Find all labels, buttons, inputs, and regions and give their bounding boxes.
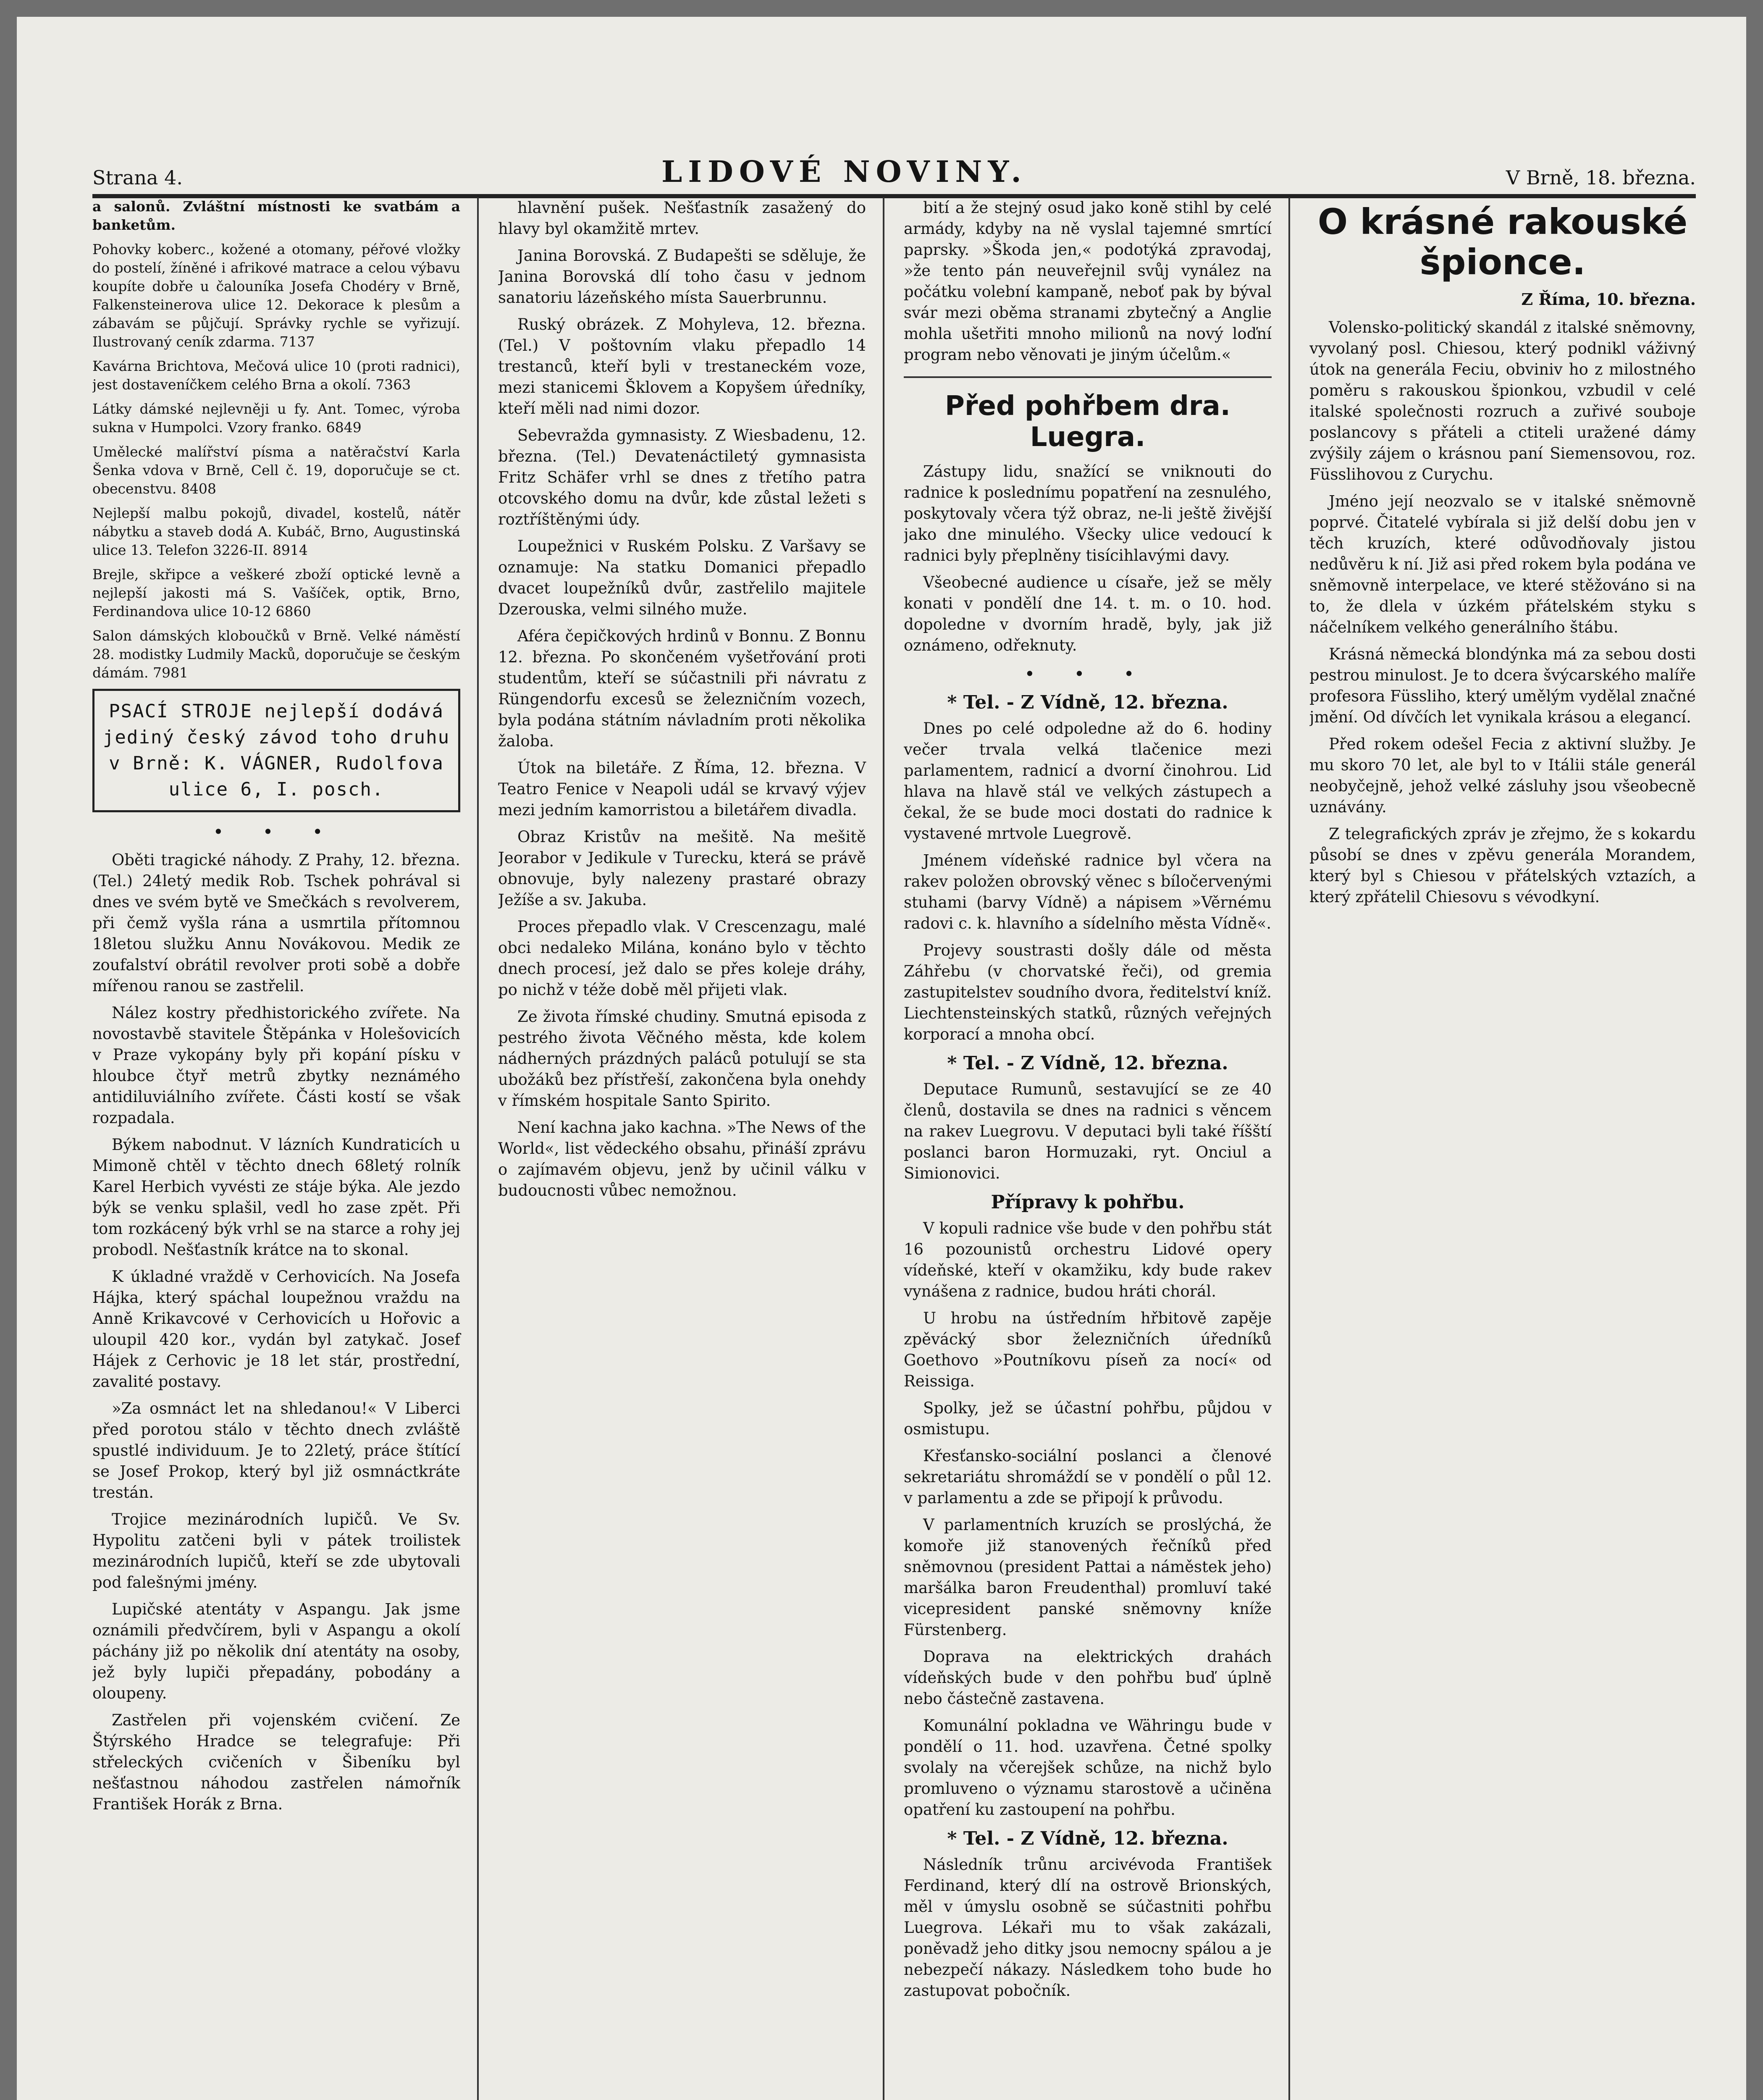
- dateline: * Tel. - Z Vídně, 12. března.: [947, 692, 1228, 713]
- column-2: [498, 197, 884, 2100]
- paragraph: Zástupy lidu, snažící se vniknouti do radnice k poslednímu popatření na zesnulého, poskytovaly včera týž obraz, ne-li ještě živější jako dne minulého. Všecky ulice vedoucí k radnici byly přeplněny tisícihlavými davy.: [904, 462, 1272, 564]
- article: Není kachna jako kachna. »The News of the World«, list vědeckého obsahu, přináší zprávu o zajímavém objevu, jenž by učinil válku v budoucnosti vůbec nemožnou.: [498, 1118, 866, 1200]
- dateline: * Tel. - Z Vídně, 12. března.: [947, 1053, 1228, 1074]
- ad-item: Salon dámských kloboučků v Brně. Velké náměstí 28. modistky Ludmily Macků, doporučuje se českým dámám. 7981: [92, 627, 460, 681]
- newspaper-page: [17, 17, 1746, 2100]
- ad-item: Umělecké malířství písma a natěračství Karla Šenka vdova v Brně, Cell č. 19, doporučuje se ct. obecenstvu. 8408: [92, 444, 460, 497]
- article: Obraz Kristův na mešitě. Na mešitě Jeorabor v Jedikule v Turecku, která se právě obnovuje, byly nalezeny prastaré obrazy Ježíše a sv. Jakuba.: [498, 828, 866, 909]
- article: Zastřelen při vojenském cvičení. Ze Štýrského Hradce se telegrafuje: Při střeleckých cvičeních v Šibeníku byl nešťastnou náhodou zastřelen námořník František Horák z Brna.: [92, 1711, 460, 1813]
- article: Útok na biletáře. Z Říma, 12. března. V Teatro Fenice v Neapoli udál se krvavý výjev mezi jedním kamorristou a biletářem divadla.: [498, 759, 866, 819]
- paragraph: Deputace Rumunů, sestavující se ze 40 členů, dostavila se dnes na radnici s věncem na rakev Luegrovu. V deputaci byli také říšští poslanci baron Hormuzaki, ryt. Onciul a Simionovici.: [904, 1080, 1272, 1182]
- article: Sebevražda gymnasisty. Z Wiesbadenu, 12. března. (Tel.) Devatenáctiletý gymnasista Fritz Schäfer vrhl se dnes z třetího patra otcovského domu na dvůr, kde zůstal ležeti s roztříštěnými údy.: [498, 426, 866, 528]
- column-3: [904, 197, 1290, 2100]
- article: bití a že stejný osud jako koně stihl by celé armády, kdyby na ně vyslal tajemné smrtící paprsky. »Škoda jen,« podotýká zpravodaj, »že tento pán neuveřejnil svůj vynález na počátku volební kampaně, neboť pak by býval svár mezi oběma stranami zbytečný a Anglie mohla ušetřiti mnoho milionů na nový loďní program nebo věnovati je jiným účelům.«: [904, 199, 1272, 364]
- article: Trojice mezinárodních lupičů. Ve Sv. Hypolitu zatčeni byli v pátek troilistek mezinárodních lupičů, kteří se zde ubytovali pod falešnými jmény.: [92, 1510, 460, 1591]
- separator-stars: • • •: [213, 822, 340, 842]
- paragraph: Před rokem odešel Fecia z aktivní služby. Je mu skoro 70 let, ale byl to v Itálii stále generál neobyčejně, jehož velké zásluhy jsou všeobecně uznávány.: [1309, 735, 1696, 816]
- paragraph: Jméno její neozvalo se v italské sněmovně poprvé. Čitatelé vybírala si již delší dobu jen v těch kruzích, které odůvodňovaly jistou nedůvěru k ní. Již asi před rokem byla podána ve sněmovně interpelace, ve které stěžováno si na to, že dlela v úzkém přátelském styku s náčelníkem velkého generálního štábu.: [1309, 492, 1696, 636]
- paragraph: Komunální pokladna ve Währingu bude v pondělí o 11. hod. uzavřena. Četné spolky svolaly na včerejšek schůze, na nichž bylo promluveno o významu starostově a učiněna opatření ku zastoupení na pohřbu.: [904, 1717, 1272, 1819]
- subheading: Přípravy k pohřbu.: [991, 1192, 1185, 1213]
- column-4: [1309, 197, 1696, 2100]
- article: Aféra čepičkových hrdinů v Bonnu. Z Bonnu 12. března. Po skončeném vyšetřování proti studentům, kteří se súčastnili při návratu z Rüngendorfu excesů se železničním vozech, byla podána státním návladním proti několika žaloba.: [498, 627, 866, 750]
- article: Janina Borovská. Z Budapešti se sděluje, že Janina Borovská dlí toho času v jednom sanatoriu lázeňského místa Sauerbrunnu.: [498, 247, 866, 307]
- paragraph: Všeobecné audience u císaře, jež se měly konati v pondělí dne 14. t. m. o 10. hod. dopoledne v dvorním hradě, byly, jak již oznámeno, odřeknuty.: [904, 573, 1272, 654]
- article: Ze života římské chudiny. Smutná episoda z pestrého života Věčného města, kde kolem nádherných prázdných paláců potulují se sta ubožáků bez přístřeší, zakončena byla onehdy v římském hospitale Santo Spirito.: [498, 1008, 866, 1110]
- divider: [904, 376, 1272, 378]
- ad-item: Látky dámské nejlevněji u fy. Ant. Tomec, výroba sukna v Humpolci. Vzory franko. 6849: [92, 401, 460, 436]
- paragraph: Spolky, jež se účastní pohřbu, půjdou v osmistupu.: [904, 1399, 1272, 1438]
- paragraph: Následník trůnu arcivévoda František Ferdinand, který dlí na ostrově Brionských, měl v úmyslu osobně se súčastniti pohřbu Luegrova. Lékaři mu to však zakázali, poněvadž jeho ditky jsou nemocny spálou a je nebezpečí nákazy. Následkem toho bude ho zastupovat pobočník.: [904, 1856, 1272, 2000]
- paragraph: Jménem vídeňské radnice byl včera na rakev položen obrovský věnec s bíločervenými stuhami (barvy Vídně) a nápisem »Věrnému radovi c. k. hlavního a sídelního města Vídně«.: [904, 851, 1272, 932]
- paragraph: Krásná německá blondýnka má za sebou dosti pestrou minulost. Je to dcera švýcarského malíře profesora Füssliho, který umělým vydělal značné jmění. Od dívčích let vynikala krásou a elegancí.: [1309, 645, 1696, 726]
- paragraph: U hrobu na ústředním hřbitově zapěje zpěvácký sbor železničních úředníků Goethovo »Poutníkovu píseň za nocí« od Reissiga.: [904, 1309, 1272, 1390]
- article: Loupežnici v Ruském Polsku. Z Varšavy se oznamuje: Na statku Domanici přepadlo dvacet loupežníků dvůr, zastřelilo majitele Dzerouska, velmi silného muže.: [498, 537, 866, 618]
- article: Býkem nabodnut. V lázních Kundraticích u Mimoně chtěl v těchto dnech 68letý rolník Karel Herbich vyvésti ze stáje býka. Ale jezdo býk se venku splašil, vedl ho zase zpět. Při tom rozkácený býk vrhl se na starce a rohy jej probodl. Nešťastník krátce na to skonal.: [92, 1136, 460, 1259]
- masthead: [92, 143, 1696, 198]
- paragraph: Křesťansko-sociální poslanci a členové sekretariátu shromáždí se v pondělí o půl 12. v parlamentu a zde se připojí k průvodu.: [904, 1447, 1272, 1507]
- ad-item: Brejle, skřipce a veškeré zboží optické levně a nejlepší jakosti má S. Vašíček, optik, Brno, Ferdinandova ulice 10-12 6860: [92, 566, 460, 620]
- paragraph: Projevy soustrasti došly dále od města Záhřebu (v chorvatské řeči), od gremia zastupitelstev soudního dvora, ředitelství kníž. Liechtensteinských statků, různých veřejných korporací a mnoha obcí.: [904, 941, 1272, 1043]
- article: »Za osmnáct let na shledanou!« V Liberci před porotou stálo v těchto dnech zvláště spustlé individuum. Je to 22letý, práce štítící se Josef Prokop, který byl již osmnáctkráte trestán.: [92, 1399, 460, 1502]
- article-title: O krásné rakouské špionce.: [1317, 201, 1688, 283]
- article: Proces přepadlo vlak. V Crescenzagu, malé obci nedaleko Milána, konáno bylo v těchto dnech procesí, jež dalo se přes koleje dráhy, po nichž v téže době měl přijeti vlak.: [498, 918, 866, 999]
- paragraph: Z telegrafických zpráv je zřejmo, že s kokardu působí se dnes v zpěvu generála Morandem, který byl s Chiesou v přátelských vztazích, a který zpřátelil Chiesovu s vévodkyní.: [1309, 825, 1696, 906]
- paragraph: Dnes po celé odpoledne až do 6. hodiny večer trvala velká tlačenice mezi parlamentem, radnicí a dvorní činohrou. Lid hlava na hlavě stál ve velkých zástupech a čekal, že se bude moci dostati do radnice k vystavené mrtvole Luegrově.: [904, 719, 1272, 843]
- article: K úkladné vraždě v Cerhovicích. Na Josefa Hájka, který spáchal loupežnou vraždu na Anně Krikavcové v Cerhovicích u Hořovic a uloupil 420 kor., vydán byl zatykač. Josef Hájek z Cerhovic je 18 let stár, prostřední, zavalité postavy.: [92, 1268, 460, 1391]
- article: Nález kostry předhistorického zvířete. Na novostavbě stavitele Štěpánka v Holešovicích v Praze vykopány byly při kopání písku v hloubce čtyř metrů zbytky neznámého antidiluviálního zvířete. Části kostí se však rozpadala.: [92, 1004, 460, 1127]
- article: Oběti tragické náhody. Z Prahy, 12. března. (Tel.) 24letý medik Rob. Tschek pohrával si dnes ve svém bytě ve Smečkách s revolverem, při čemž vyšla rána a usmrtila přítomnou 18letou služku Annu Novákovou. Medik ze zoufalství obrátil revolver proti sobě a dobře mířenou ranou se zastřelil.: [92, 851, 460, 995]
- article: hlavnění pušek. Nešťastník zasažený do hlavy byl okamžitě mrtev.: [498, 199, 866, 238]
- ad-item: Kavárna Brichtova, Mečová ulice 10 (proti radnici), jest dostaveníčkem celého Brna a okolí. 7363: [92, 358, 460, 393]
- paragraph: Volensko-politický skandál z italské sněmovny, vyvolaný posl. Chiesou, který podnikl váživný útok na generála Feciu, obviniv ho z milostného poměru s rakouskou špionkou, vzbudil v celé italské společnosti rozruch a zuřivé souboje poslancovy s přáteli a ctiteli uražené dámy zvýšily zájem o krásnou paní Siemensovou, roz. Füsslihovou z Curychu.: [1309, 318, 1696, 483]
- paragraph: Doprava na elektrických drahách vídeňských bude v den pohřbu buď úplně nebo částečně zastavena.: [904, 1648, 1272, 1708]
- issue-date: V Brně, 18. března.: [1506, 166, 1696, 189]
- typewriter-ad: PSACÍ STROJE nejlepší dodává jediný český závod toho druhu v Brně: K. VÁGNER, Rudolfova ulice 6, I. posch.: [92, 689, 460, 812]
- newspaper-title: LIDOVÉ NOVINY.: [661, 154, 1027, 189]
- section-title: Před pohřbem dra. Luegra.: [945, 391, 1230, 453]
- dateline: Z Říma, 10. března.: [1521, 290, 1696, 309]
- dateline: * Tel. - Z Vídně, 12. března.: [947, 1828, 1228, 1849]
- ad-item: Pohovky koberc., kožené a otomany, péřové vložky do postelí, žíněné i afrikové matrace a celou výbavu koupíte dobře u čalouníka Josefa Chodéry v Brně, Falkensteinerova ulice 12. Dekorace k plesům a zábavám se půjčují. Správky rychle se vyřizují. Ilustrovaný ceník zdarma. 7137: [92, 241, 460, 350]
- paragraph: V kopuli radnice vše bude v den pohřbu stát 16 pozounistů orchestru Lidové opery vídeňské, kteří v okamžiku, kdy bude rakev vynášena z radnice, budou hráti chorál.: [904, 1219, 1272, 1300]
- separator-stars: • • •: [1024, 664, 1151, 684]
- column-1: [92, 197, 479, 2100]
- ad-item: a salonů. Zvláštní místnosti ke svatbám a banketům.: [92, 198, 460, 233]
- columns: [92, 197, 1696, 2100]
- ad-item: Nejlepší malbu pokojů, divadel, kostelů, nátěr nábytku a staveb dodá A. Kubáč, Brno, Augustinská ulice 13. Telefon 3226-II. 8914: [92, 505, 460, 558]
- page-number: Strana 4.: [92, 166, 183, 189]
- paragraph: V parlamentních kruzích se proslýchá, že komoře již stanovených řečníků před sněmovnou (president Pattai a náměstek jeho) maršálka baron Freudenthal) promluví také vicepresident panské sněmovny kníže Fürstenberg.: [904, 1516, 1272, 1639]
- article: Ruský obrázek. Z Mohyleva, 12. března. (Tel.) V poštovním vlaku přepadlo 14 trestanců, kteří byli v trestaneckém voze, mezi stanicemi Šklovem a Kopyšem úředníky, kteří měli nad nimi dozor.: [498, 315, 866, 417]
- article: Lupičské atentáty v Aspangu. Jak jsme oznámili předvčírem, byli v Aspangu a okolí páchány již po několik dní atentáty na osoby, jež byly lupiči přepadány, pobodány a oloupeny.: [92, 1600, 460, 1702]
